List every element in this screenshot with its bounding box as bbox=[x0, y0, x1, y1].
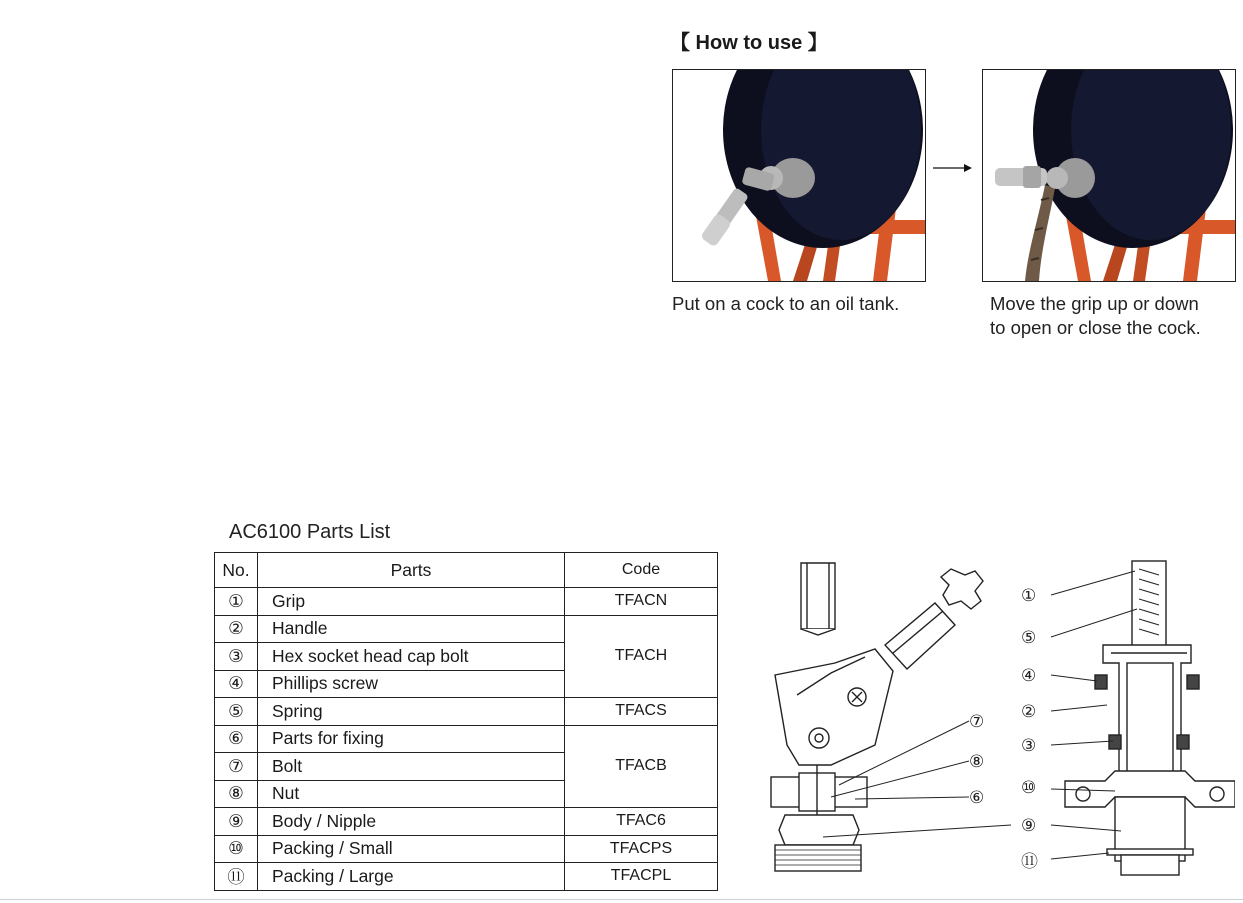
row-no: ⑦ bbox=[215, 753, 258, 781]
row-no: ⑥ bbox=[215, 725, 258, 753]
tank-photo-step1 bbox=[672, 69, 926, 282]
row-part: Bolt bbox=[258, 753, 565, 781]
diagram-label-8: ⑧ bbox=[969, 752, 985, 772]
parts-table bbox=[214, 552, 718, 891]
row-no: ⑤ bbox=[215, 698, 258, 726]
row-part: Handle bbox=[258, 615, 565, 643]
how-to-use-title: 【 How to use 】 bbox=[670, 32, 828, 54]
step2-caption-line2: to open or close the cock. bbox=[990, 317, 1201, 338]
row-no: ④ bbox=[215, 670, 258, 698]
diagram-label-6: ⑥ bbox=[969, 788, 985, 808]
row-code: TFACH bbox=[565, 615, 718, 698]
table-row bbox=[215, 863, 718, 891]
row-part: Packing / Small bbox=[258, 835, 565, 863]
table-row bbox=[215, 835, 718, 863]
row-code: TFAC6 bbox=[565, 808, 718, 836]
diagram-label-1: ① bbox=[1021, 586, 1037, 606]
table-row bbox=[215, 808, 718, 836]
table-row bbox=[215, 588, 718, 616]
row-no: ⑩ bbox=[215, 835, 258, 863]
row-code: TFACPL bbox=[565, 863, 718, 891]
row-no: ① bbox=[215, 588, 258, 616]
table-row bbox=[215, 698, 718, 726]
diagram-label-2: ② bbox=[1021, 702, 1037, 722]
row-code: TFACPS bbox=[565, 835, 718, 863]
diagram-label-9: ⑨ bbox=[1021, 816, 1037, 836]
header-parts: Parts bbox=[258, 553, 565, 588]
parts-diagram bbox=[735, 545, 1235, 885]
step1-caption: Put on a cock to an oil tank. bbox=[672, 293, 900, 314]
parts-list-title: AC6100 Parts List bbox=[229, 521, 391, 543]
diagram-label-3: ③ bbox=[1021, 736, 1037, 756]
row-part: Grip bbox=[258, 588, 565, 616]
header-no: No. bbox=[215, 553, 258, 588]
row-no: ③ bbox=[215, 643, 258, 671]
step-arrow-icon bbox=[933, 160, 973, 176]
row-part: Phillips screw bbox=[258, 670, 565, 698]
table-row bbox=[215, 725, 718, 753]
parts-table-header bbox=[215, 553, 718, 588]
step2-caption bbox=[990, 292, 1201, 340]
diagram-label-10: ⑩ bbox=[1021, 778, 1037, 798]
header-code: Code bbox=[565, 553, 718, 588]
row-no: ② bbox=[215, 615, 258, 643]
row-part: Hex socket head cap bolt bbox=[258, 643, 565, 671]
row-code: TFACB bbox=[565, 725, 718, 808]
tank-photo-step2 bbox=[982, 69, 1236, 282]
bottom-rule bbox=[0, 899, 1243, 900]
row-no: ⑪ bbox=[215, 863, 258, 891]
row-part: Packing / Large bbox=[258, 863, 565, 891]
row-part: Nut bbox=[258, 780, 565, 808]
table-row bbox=[215, 615, 718, 643]
step2-caption-line1: Move the grip up or down bbox=[990, 293, 1199, 314]
row-code: TFACS bbox=[565, 698, 718, 726]
row-part: Spring bbox=[258, 698, 565, 726]
row-no: ⑧ bbox=[215, 780, 258, 808]
row-part: Parts for fixing bbox=[258, 725, 565, 753]
row-no: ⑨ bbox=[215, 808, 258, 836]
diagram-label-4: ④ bbox=[1021, 666, 1037, 686]
diagram-label-7: ⑦ bbox=[969, 712, 985, 732]
row-part: Body / Nipple bbox=[258, 808, 565, 836]
diagram-label-11: ⑪ bbox=[1021, 852, 1038, 872]
row-code: TFACN bbox=[565, 588, 718, 616]
diagram-label-5: ⑤ bbox=[1021, 628, 1037, 648]
